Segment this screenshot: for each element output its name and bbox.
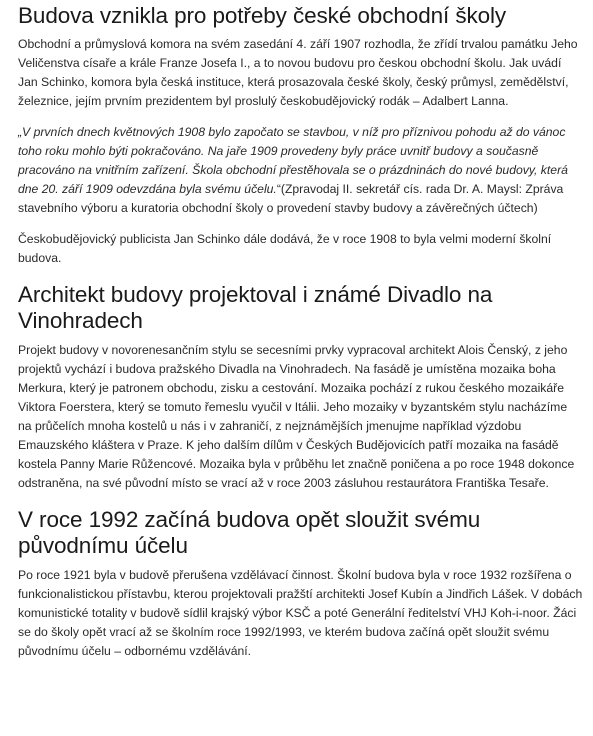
section-heading-architect: Architekt budovy projektoval i známé Divadlo na Vinohradech — [18, 282, 493, 333]
paragraph-construction-quote — [18, 123, 583, 218]
section-heading-1992: V roce 1992 začíná budova opět sloužit svému původnímu účelu — [18, 507, 481, 558]
paragraph-later-history: Po roce 1921 byla v budově přerušena vzdělávací činnost. Školní budova byla v roce 1932 rozšířena o funkcionalistickou přístavbu, kterou projektovali pražští architekti Josef Kubín a Jindřich Lášek. V dobách komunistické totality v budově sídlil krajský výbor KSČ a poté Generální ředitelství VHJ Koh-i-noor. Žáci se do školy opět vrací až se školním roce 1992/1993, ve kterém budova začíná opět sloužit svému původnímu účelu – odbornému vzdělávání. — [18, 568, 583, 658]
construction-quote-text: „V prvních dnech květnových 1908 bylo započato se stavbou, v níž pro příznivou pohodu až do vánoc toho roku mohlo býti pokračováno. Na jaře 1909 provedeny byly práce uvnitř budovy a současně pracováno na vnitřním zařízení. Škola obchodní přestěhovala se o prázdninách do nové budovy, která dne 20. září 1909 odevzdána byla svému účelu. — [18, 125, 568, 196]
construction-quote-source: “(Zpravodaj II. sekretář cís. rada Dr. A. Maysl: Zpráva stavebního výboru a kuratoria obchodní školy o provedení stavby budovy a závěrečných účtech) — [18, 182, 564, 215]
section-heading-origin: Budova vznikla pro potřeby české obchodní školy — [18, 3, 507, 28]
paragraph-modern-building: Českobudějovický publicista Jan Schinko dále dodává, že v roce 1908 to byla velmi moderní školní budova. — [18, 232, 552, 265]
paragraph-chamber-decision: Obchodní a průmyslová komora na svém zasedání 4. září 1907 rozhodla, že zřídí trvalou památku Jeho Veličenstva císaře a krále Franze Josefa I., a to novou budovu pro českou obchodní školu. Jak uvádí Jan Schinko, komora byla česká instituce, která prosazovala české školy, český průmysl, zemědělství, železnice, jejím prvním prezidentem byl proslulý českobudějovický rodák – Adalbert Lanna. — [18, 37, 578, 108]
paragraph-architect-mosaic: Projekt budovy v novorenesančním stylu se secesními prvky vypracoval architekt Alois Čenský, z jeho projektů vychází i budova pražského Divadla na Vinohradech. Na fasádě je umístěna mozaika boha Merkura, který je patronem obchodu, zisku a cestování. Mozaika pochází z rukou českého mozaikáře Viktora Foerstera, který se tomuto řemeslu vyučil v Itálii. Jeho mozaiky v byzantském stylu nacházíme na průčelích mnoha kostelů u nás i v zahraničí, z nejznámějších jmenujme například výzdobu Emauzského kláštera v Praze. K jeho dalším dílům v Českých Budějovicích patří mozaika na fasádě kostela Panny Marie Růžencové. Mozaika byla v průběhu let značně poničena a po roce 1948 dokonce odstraněna, na své původní místo se vrací až v roce 2003 zásluhou restaurátora Františka Tesaře. — [18, 343, 575, 490]
